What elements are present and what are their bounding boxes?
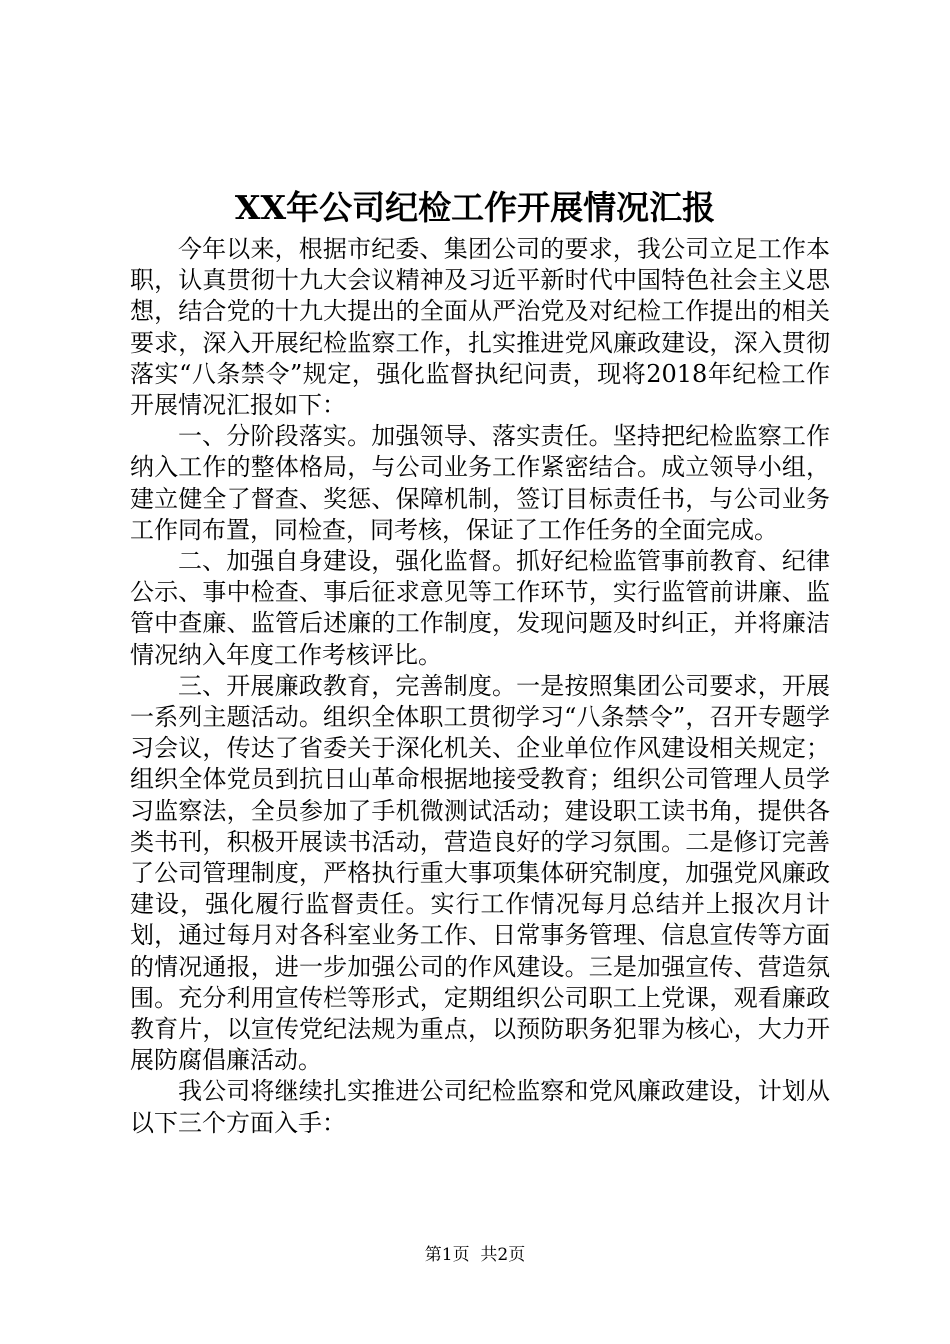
paragraph-section-1: 一、分阶段落实。加强领导、落实责任。坚持把纪检监察工作纳入工作的整体格局，与公司业务工作紧密结合。成立领导小组，建立健全了督查、奖惩、保障机制，签订目标责任书，与公司业务工作同布置，同检查，同考核，保证了工作任务的全面完成。 (130, 422, 830, 544)
paragraph-plan: 我公司将继续扎实推进公司纪检监察和党风廉政建设，计划从以下三个方面入手： (130, 1077, 830, 1137)
paragraph-section-2: 二、加强自身建设，强化监督。抓好纪检监管事前教育、纪律公示、事中检查、事后征求意见等工作环节，实行监管前讲廉、监管中查廉、监管后述廉的工作制度，发现问题及时纠正，并将廉洁情况纳入年度工作考核评比。 (130, 547, 830, 669)
document-title: XX年公司纪检工作开展情况汇报 (234, 188, 716, 227)
page-total: 共2页 (480, 1245, 526, 1265)
paragraph-section-3: 三、开展廉政教育，完善制度。一是按照集团公司要求，开展一系列主题活动。组织全体职工贯彻学习“八条禁令”，召开专题学习会议，传达了省委关于深化机关、企业单位作风建设相关规定；组织全体党员到抗日山革命根据地接受教育；组织公司管理人员学习监察法，全员参加了手机微测试活动；建设职工读书角，提供各类书刊，积极开展读书活动，营造良好的学习氛围。二是修订完善了公司管理制度，严格执行重大事项集体研究制度，加强党风廉政建设，强化履行监督责任。实行工作情况每月总结并上报次月计划，通过每月对各科室业务工作、日常事务管理、信息宣传等方面的情况通报，进一步加强公司的作风建设。三是加强宣传、营造氛围。充分利用宣传栏等形式，定期组织公司职工上党课，观看廉政教育片，以宣传党纪法规为重点，以预防职务犯罪为核心，大力开展防腐倡廉活动。 (130, 671, 830, 1075)
page-footer (0, 1243, 950, 1267)
page-number: 第1页 (424, 1245, 470, 1265)
document-body (130, 234, 830, 1139)
paragraph-intro: 今年以来，根据市纪委、集团公司的要求，我公司立足工作本职，认真贯彻十九大会议精神及习近平新时代中国特色社会主义思想，结合党的十九大提出的全面从严治党及对纪检工作提出的相关要求，深入开展纪检监察工作，扎实推进党风廉政建设，深入贯彻落实“八条禁令”规定，强化监督执纪问责，现将2018年纪检工作开展情况汇报如下： (130, 235, 830, 420)
